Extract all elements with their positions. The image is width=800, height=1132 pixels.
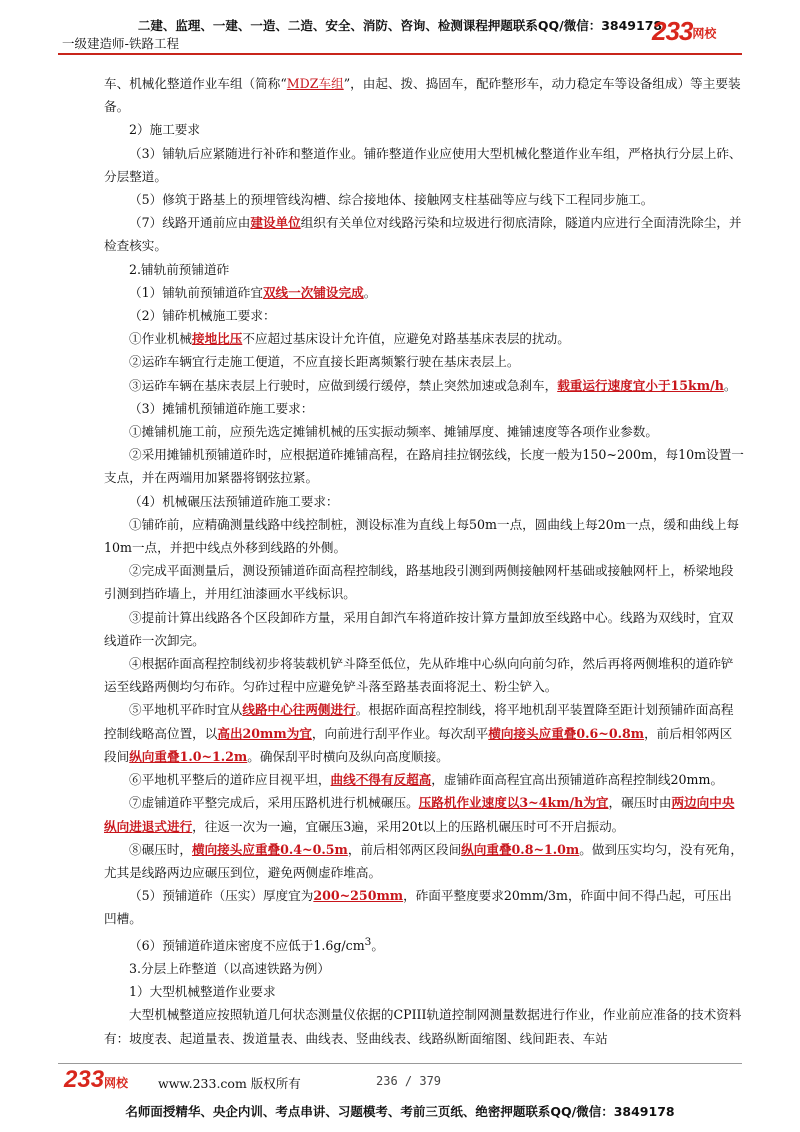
- text: （7）线路开通前应由: [129, 215, 251, 231]
- text: ⑦虚铺道砟平整完成后，采用压路机进行机械碾压。: [129, 795, 419, 811]
- header-subtitle: 一级建造师-铁路工程: [62, 36, 180, 51]
- text: （1）铺轨前预铺道砟宜: [129, 284, 263, 300]
- brand-logo: [652, 16, 716, 47]
- paragraph: [104, 931, 744, 957]
- paragraph: [104, 838, 744, 884]
- document-body: [104, 72, 744, 1050]
- text: 。做到压实均匀，没有死角，尤其是线路两边应碾压到位，避免两侧虚砟堆高。: [104, 841, 743, 880]
- text: ，往返一次为一遍，宜碾压3遍，采用20t以上的压路机碾压时可不开启振动。: [192, 818, 625, 834]
- highlight: 曲线不得有反超高: [330, 772, 432, 788]
- paragraph: [104, 281, 744, 304]
- paragraph: [104, 211, 744, 257]
- text: ⑧碾压时，: [129, 841, 192, 857]
- paragraph: [104, 768, 744, 791]
- section-heading: 2）施工要求: [129, 122, 200, 138]
- paragraph: 大型机械整道应按照轨道几何状态测量仪依据的CPIII轨道控制网测量数据进行作业，作业前应准备的技术资料有：坡度表、起道量表、拨道量表、曲线表、竖曲线表、线路纵断面缩图、线间距表、车站: [104, 1007, 742, 1046]
- paragraph: （2）铺砟机械施工要求：: [129, 308, 276, 324]
- text: （6）预铺道砟道床密度不应低于1.6g/cm: [129, 937, 365, 953]
- page-number: 236 / 379: [376, 1074, 442, 1088]
- paragraph: [104, 72, 744, 118]
- paragraph: [104, 884, 744, 930]
- paragraph: [104, 698, 744, 768]
- header-divider: [58, 53, 742, 55]
- text: 。: [723, 377, 737, 393]
- superscript: 3: [364, 935, 372, 948]
- highlight: 双线一次铺设完成: [262, 284, 364, 300]
- highlight: 两边向中央纵向进退式进行: [104, 795, 735, 834]
- text: 车、机械化整道作业车组（简称“: [104, 76, 287, 91]
- logo-number: 233: [64, 1066, 105, 1093]
- text: 不应超过基床设计允许值，应避免对路基基床表层的扰动。: [242, 331, 570, 347]
- text: ①作业机械: [129, 331, 192, 347]
- text: ，砟面平整度要求20mm/3m，砟面中间不得凸起，可压出凹槽。: [104, 888, 732, 927]
- footer-copyright[interactable]: www.233.com 版权所有: [158, 1076, 301, 1091]
- paragraph: （5）修筑于路基上的预埋管线沟槽、综合接地体、接触网支柱基础等应与线下工程同步施工。: [129, 192, 654, 208]
- text: ，虚铺砟面高程宜高出预铺道砟高程控制线20mm。: [431, 772, 724, 788]
- highlight: 横向接头应重叠0.4~0.5m: [191, 841, 348, 857]
- text: 。根据砟面高程控制线，将平地机刮平装置降至距计划预铺砟面高程控制线略高位置，以: [104, 702, 734, 741]
- highlight: 纵向重叠0.8~1.0m: [461, 841, 580, 857]
- highlight: MDZ车组: [286, 76, 344, 91]
- section-heading: 2.铺轨前预铺道砟: [129, 261, 230, 277]
- highlight: 横向接头应重叠0.6~0.8m: [488, 725, 645, 741]
- logo-text: 网校: [692, 26, 717, 41]
- logo-text: 网校: [104, 1076, 129, 1090]
- paragraph: [104, 374, 744, 397]
- footer-logo: [64, 1066, 128, 1094]
- text: 。: [371, 937, 384, 953]
- text: ⑥平地机平整后的道砟应目视平坦，: [129, 772, 331, 788]
- paragraph: ①铺砟前，应精确测量线路中线控制桩，测设标准为直线上每50m一点，圆曲线上每20m一点，缓和曲线上每10m一点，并把中线点外移到线路的外侧。: [104, 516, 740, 556]
- paragraph: （3）铺轨后应紧随进行补砟和整道作业。铺砟整道作业应使用大型机械化整道作业车组，严格执行分层上砟、分层整道。: [104, 145, 742, 184]
- highlight: 接地比压: [191, 331, 243, 347]
- highlight: 压路机作业速度以3~4km/h为宜: [418, 795, 609, 811]
- text: （5）预铺道砟（压实）厚度宜为: [129, 888, 314, 904]
- paragraph: ③提前计算出线路各个区段卸砟方量，采用自卸汽车将道砟按计算方量卸放至线路中心。线路为双线时，宜双线道砟一次卸完。: [104, 609, 734, 648]
- text: 组织有关单位对线路污染和垃圾进行彻底清除，隧道内应进行全面清洗除尘，并检查核实。: [104, 215, 742, 254]
- highlight: 载重运行速度宜小于15km/h: [557, 377, 724, 393]
- text: ，碾压时由: [608, 795, 672, 811]
- highlight: 线路中心往两侧进行: [242, 702, 356, 718]
- text: 。: [363, 284, 377, 300]
- paragraph: ②采用摊铺机预铺道砟时，应根据道砟摊铺高程，在路肩挂拉钢弦线，长度一般为150~200m，每10m设置一支点，并在两端用加紧器将钢弦拉紧。: [104, 447, 744, 486]
- paragraph: ②运砟车辆宜行走施工便道，不应直接长距离频繁行驶在基床表层上。: [129, 354, 520, 370]
- highlight: 高出20mm为宜: [217, 725, 312, 741]
- paragraph: [104, 791, 744, 837]
- paragraph: （3）摊铺机预铺道砟施工要求：: [129, 400, 314, 416]
- highlight: 建设单位: [250, 215, 301, 231]
- header-contact-text: 二建、监理、一建、一造、二造、安全、消防、咨询、检测课程押题联系QQ/微信：3849178: [137, 18, 663, 33]
- paragraph: ②完成平面测量后，测设预铺道砟面高程控制线，路基地段引测到两侧接触网杆基础或接触网杆上，桥梁地段引测到挡砟墙上，并用红油漆画水平线标识。: [104, 563, 734, 602]
- paragraph: ①摊铺机施工前，应预先选定摊铺机械的压实振动频率、摊铺厚度、摊铺速度等各项作业参数。: [129, 424, 658, 440]
- footer-divider: [58, 1063, 742, 1064]
- text: ，前后相邻两区段间: [347, 841, 462, 857]
- footer-contact-text: 名师面授精华、央企内训、考点串讲、习题模考、考前三页纸、绝密押题联系QQ/微信：3849178: [125, 1104, 675, 1119]
- section-heading: 3.分层上砟整道（以高速铁路为例）: [129, 960, 330, 976]
- text: ⑤平地机平砟时宜从: [129, 702, 243, 718]
- paragraph: [104, 327, 744, 350]
- text: ，前后相邻两区段间: [104, 725, 733, 764]
- highlight: 纵向重叠1.0~1.2m: [129, 748, 248, 764]
- highlight: 200~250mm: [313, 888, 404, 904]
- paragraph: ④根据砟面高程控制线初步将装载机铲斗降至低位，先从砟堆中心纵向向前匀砟，然后再将两侧堆积的道砟铲运至线路两侧均匀布砟。匀砟过程中应避免铲斗落至路基表面将泥土、粉尘铲入。: [104, 656, 734, 695]
- logo-number: 233: [652, 16, 693, 46]
- text: ”，由起、拨、捣固车，配砟整形车，动力稳定车等设备组成）等主要装备。: [104, 76, 741, 115]
- paragraph: （4）机械碾压法预铺道砟施工要求：: [129, 493, 339, 509]
- text: 。确保刮平时横向及纵向高度顺接。: [247, 748, 449, 764]
- text: ，向前进行刮平作业。每次刮平: [311, 725, 489, 741]
- section-heading: 1）大型机械整道作业要求: [129, 984, 276, 1000]
- text: ③运砟车辆在基床表层上行驶时，应做到缓行缓停，禁止突然加速或急刹车，: [129, 377, 558, 393]
